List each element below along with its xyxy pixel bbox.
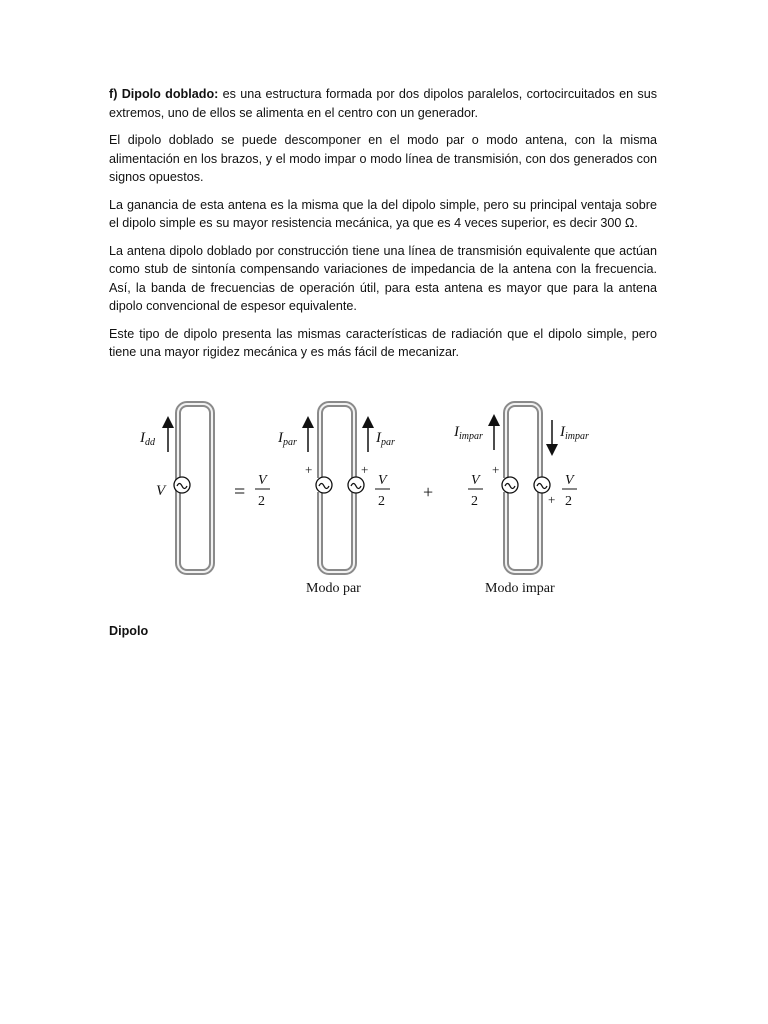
folded-dipole-diagram bbox=[128, 392, 618, 604]
svg-text:2: 2 bbox=[378, 494, 385, 509]
folded-dipole-modo-par bbox=[255, 404, 395, 596]
fraction-v-2-left bbox=[468, 473, 483, 509]
polarity-plus: + bbox=[548, 492, 556, 507]
svg-text:V: V bbox=[258, 473, 267, 488]
section-label-dipolo: Dipolo bbox=[109, 624, 149, 638]
label-ipar-left: $I_{par}$ bbox=[278, 430, 297, 448]
svg-text:2: 2 bbox=[258, 494, 265, 509]
label-iimpar-left: $I_{impar}$ bbox=[454, 424, 483, 442]
label-ipar-right: $I_{par}$ bbox=[376, 430, 395, 448]
label-idd: $I_{dd}$ bbox=[140, 430, 155, 448]
caption-modo-impar: Modo impar bbox=[485, 581, 555, 596]
paragraph-heading: f) Dipolo doblado: bbox=[109, 87, 219, 101]
label-v: V bbox=[156, 483, 166, 499]
body-text bbox=[109, 85, 657, 371]
equals-sign: = bbox=[234, 481, 246, 503]
folded-dipole-single bbox=[139, 404, 212, 572]
polarity-plus: + bbox=[361, 462, 369, 477]
polarity-plus: + bbox=[305, 462, 313, 477]
paragraph-body: es una estructura formada por dos dipolos paralelos, cortocircuitados en sus extremos, uno de ellos se alimenta en el centro con un generador. bbox=[109, 87, 657, 120]
fraction-v-2-left bbox=[255, 473, 270, 509]
paragraph-ganancia: La ganancia de esta antena es la misma que la del dipolo simple, pero su principal ventaja sobre el dipolo simple es su mayor resistencia mecánica, ya que es 4 veces superior, es decir 300 Ω. bbox=[109, 197, 657, 230]
caption-modo-par: Modo par bbox=[306, 581, 361, 596]
svg-text:V: V bbox=[378, 473, 387, 488]
svg-text:V: V bbox=[565, 473, 574, 488]
svg-text:V: V bbox=[471, 473, 480, 488]
paragraph-dipolo-doblado bbox=[109, 85, 657, 122]
fraction-v-2-right bbox=[562, 473, 577, 509]
polarity-plus: + bbox=[492, 462, 500, 477]
svg-text:2: 2 bbox=[565, 494, 572, 509]
fraction-v-2-right bbox=[375, 473, 390, 509]
paragraph-construccion: La antena dipolo doblado por construcción tiene una línea de transmisión equivalente que actúan como stub de sintonía compensando variaciones de impedancia de la antena con la frecuencia. Así, la banda de frecuencias de operación útil, para esta antena es mayor que para la antena dipolo convencional de espesor equivalente. bbox=[109, 243, 657, 313]
folded-dipole-modo-impar bbox=[453, 404, 589, 596]
plus-sign: + bbox=[423, 482, 434, 502]
svg-text:2: 2 bbox=[471, 494, 478, 509]
label-iimpar-right: $I_{impar}$ bbox=[560, 424, 589, 442]
paragraph-caracteristicas: Este tipo de dipolo presenta las mismas características de radiación que el dipolo simple, pero tiene una mayor rigidez mecánica y es más fácil de mecanizar. bbox=[109, 326, 657, 359]
paragraph-modos: El dipolo doblado se puede descomponer en el modo par o modo antena, con la misma alimentación en los brazos, y el modo impar o modo línea de transmisión, con dos generados con signos opuestos. bbox=[109, 133, 657, 184]
